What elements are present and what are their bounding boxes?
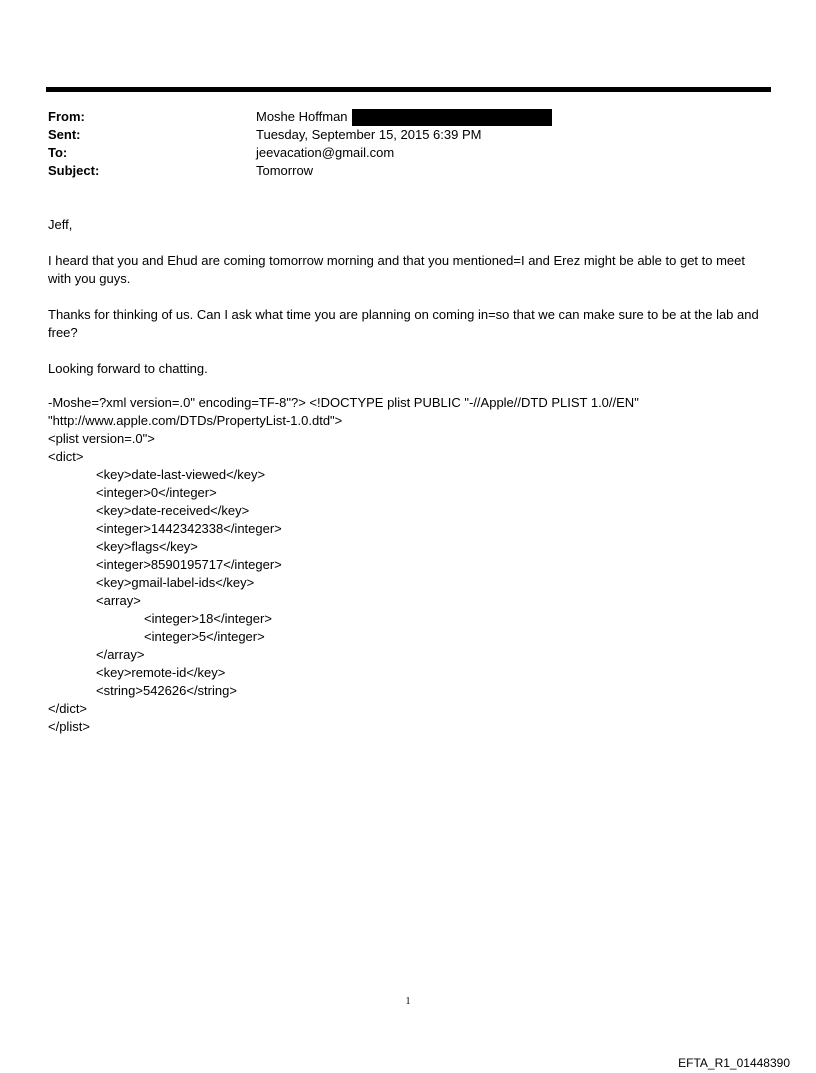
code-line: <plist version=.0"> [48, 431, 155, 446]
to-label: To: [48, 145, 68, 160]
sent-row [48, 126, 768, 144]
from-label: From: [48, 109, 85, 124]
code-line: </array> [96, 647, 145, 662]
code-line: <key>gmail-label-ids</key> [96, 575, 255, 590]
from-value: Moshe Hoffman [256, 109, 348, 124]
document-id: EFTA_R1_01448390 [678, 1056, 790, 1070]
code-line: <array> [96, 593, 141, 608]
code-line: <integer>5</integer> [144, 629, 265, 644]
body-paragraph-1: I heard that you and Ehud are coming tomorrow morning and that you mentioned=I and Erez might be able to get to meet with you guys. [48, 253, 746, 286]
code-line: <dict> [48, 449, 84, 464]
redaction-box [352, 109, 552, 126]
code-line: <key>date-last-viewed</key> [96, 467, 266, 482]
to-value: jeevacation@gmail.com [256, 145, 395, 160]
code-line: "http://www.apple.com/DTDs/PropertyList-1.0.dtd"> [48, 413, 343, 428]
code-line: <integer>18</integer> [144, 611, 272, 626]
page-number: 1 [405, 996, 411, 1007]
code-line: <key>flags</key> [96, 539, 198, 554]
subject-row [48, 162, 768, 180]
code-line: <string>542626</string> [96, 683, 237, 698]
body-paragraph-2: Thanks for thinking of us. Can I ask what time you are planning on coming in=so that we can make sure to be at the lab and free? [48, 307, 759, 340]
subject-label: Subject: [48, 163, 100, 178]
from-value-wrap [256, 108, 768, 126]
body-paragraph-3: Looking forward to chatting. [48, 361, 208, 376]
greeting: Jeff, [48, 217, 73, 232]
header-rule [46, 87, 771, 92]
sent-label: Sent: [48, 127, 81, 142]
subject-value: Tomorrow [256, 163, 314, 178]
email-header [48, 108, 768, 180]
code-line: <integer>8590195717</integer> [96, 557, 282, 572]
code-line: <key>remote-id</key> [96, 665, 226, 680]
email-body [48, 216, 768, 396]
code-line: -Moshe=?xml version=.0" encoding=TF-8"?> <!DOCTYPE plist PUBLIC "-//Apple//DTD PLIST 1.0//EN" [48, 395, 639, 410]
code-line: </dict> [48, 701, 88, 716]
from-row [48, 108, 768, 126]
code-line: </plist> [48, 719, 90, 734]
code-line: <key>date-received</key> [96, 503, 250, 518]
to-row [48, 144, 768, 162]
sent-value: Tuesday, September 15, 2015 6:39 PM [256, 127, 482, 142]
code-line: <integer>0</integer> [96, 485, 217, 500]
plist-block [48, 394, 768, 736]
code-line: <integer>1442342338</integer> [96, 521, 282, 536]
